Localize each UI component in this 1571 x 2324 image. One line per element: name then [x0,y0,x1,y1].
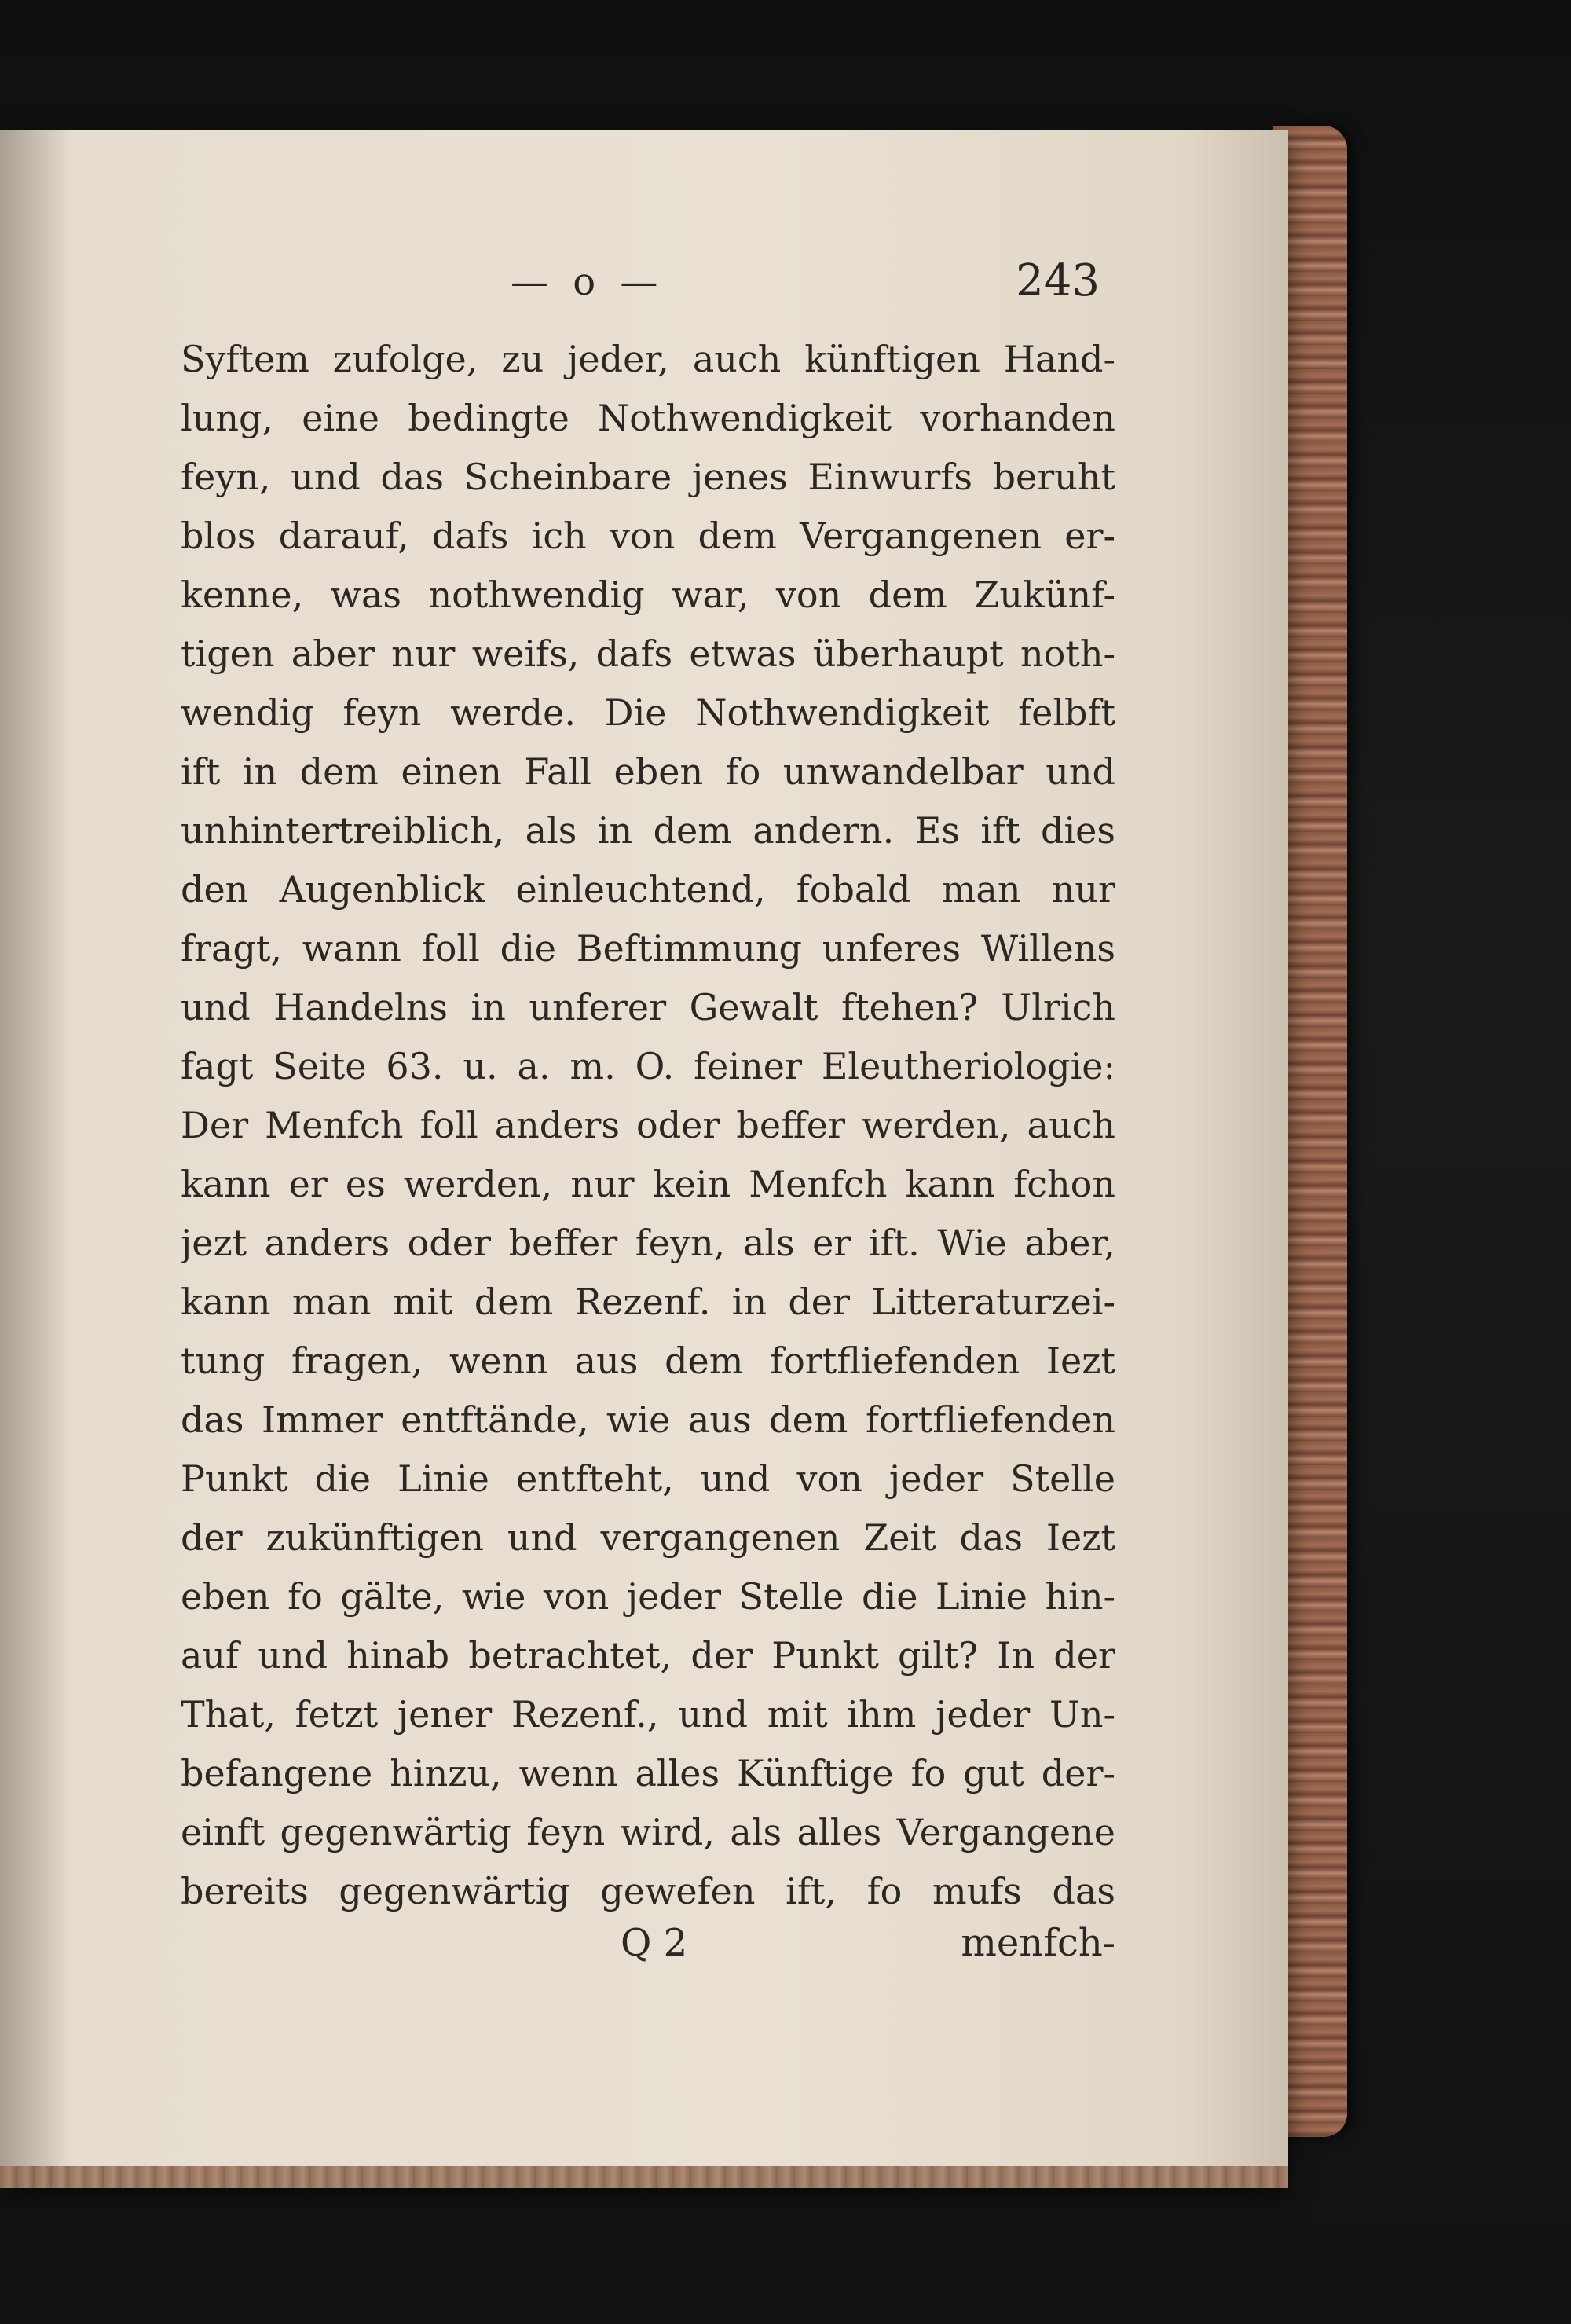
text-line: Punkt die Linie entfteht, und von jeder Stelle [181,1457,1115,1500]
page-number: 243 [1016,255,1100,306]
text-line: den Augenblick einleuchtend, fobald man nur [181,868,1115,911]
page-bottom-edge [0,2166,1288,2188]
text-line: Syftem zufolge, zu jeder, auch künftigen Hand- [181,338,1115,380]
text-line: fagt Seite 63. u. a. m. O. feiner Eleutheriologie: [181,1045,1115,1087]
gutter-shadow [0,130,71,2188]
text-line: auf und hinab betrachtet, der Punkt gilt? In der [181,1634,1115,1677]
header-ornament: — o — [511,260,665,304]
text-line: tigen aber nur weifs, dafs etwas überhaupt noth- [181,632,1115,675]
book-page [0,130,1288,2188]
catchword: menfch- [961,1921,1115,1965]
text-line: lung, eine bedingte Nothwendigkeit vorhanden [181,397,1115,439]
text-line: tung fragen, wenn aus dem fortfliefenden Iezt [181,1340,1115,1382]
text-line: der zukünftigen und vergangenen Zeit das Iezt [181,1516,1115,1559]
text-line: befangene hinzu, wenn alles Künftige fo gut der- [181,1752,1115,1794]
text-line: That, fetzt jener Rezenf., und mit ihm jeder Un- [181,1693,1115,1736]
signature-mark: Q 2 [621,1921,688,1965]
page-footer [181,1921,1115,1980]
text-line: feyn, und das Scheinbare jenes Einwurfs beruht [181,456,1115,498]
running-header [181,255,1100,310]
text-line: blos darauf, dafs ich von dem Vergangenen er- [181,515,1115,557]
text-line: einft gegenwärtig feyn wird, als alles Vergangene [181,1811,1115,1853]
text-line: kenne, was nothwendig war, von dem Zukünf- [181,574,1115,616]
text-line: und Handelns in unferer Gewalt ftehen? Ulrich [181,986,1115,1028]
body-text [181,330,1115,1921]
text-line: ift in dem einen Fall eben fo unwandelbar und [181,750,1115,793]
text-line: fragt, wann foll die Beftimmung unferes Willens [181,927,1115,970]
text-line: bereits gegenwärtig gewefen ift, fo mufs das [181,1870,1115,1912]
text-line: unhintertreiblich, als in dem andern. Es ift dies [181,809,1115,852]
text-line: wendig feyn werde. Die Nothwendigkeit felbft [181,691,1115,734]
text-line: kann er es werden, nur kein Menfch kann fchon [181,1163,1115,1205]
text-line: kann man mit dem Rezenf. in der Litteraturzei- [181,1281,1115,1323]
text-line: eben fo gälte, wie von jeder Stelle die Linie hin- [181,1575,1115,1618]
text-line: Der Menfch foll anders oder beffer werden, auch [181,1104,1115,1146]
text-line: jezt anders oder beffer feyn, als er ift. Wie aber, [181,1222,1115,1264]
text-line: das Immer entftände, wie aus dem fortfliefenden [181,1398,1115,1441]
